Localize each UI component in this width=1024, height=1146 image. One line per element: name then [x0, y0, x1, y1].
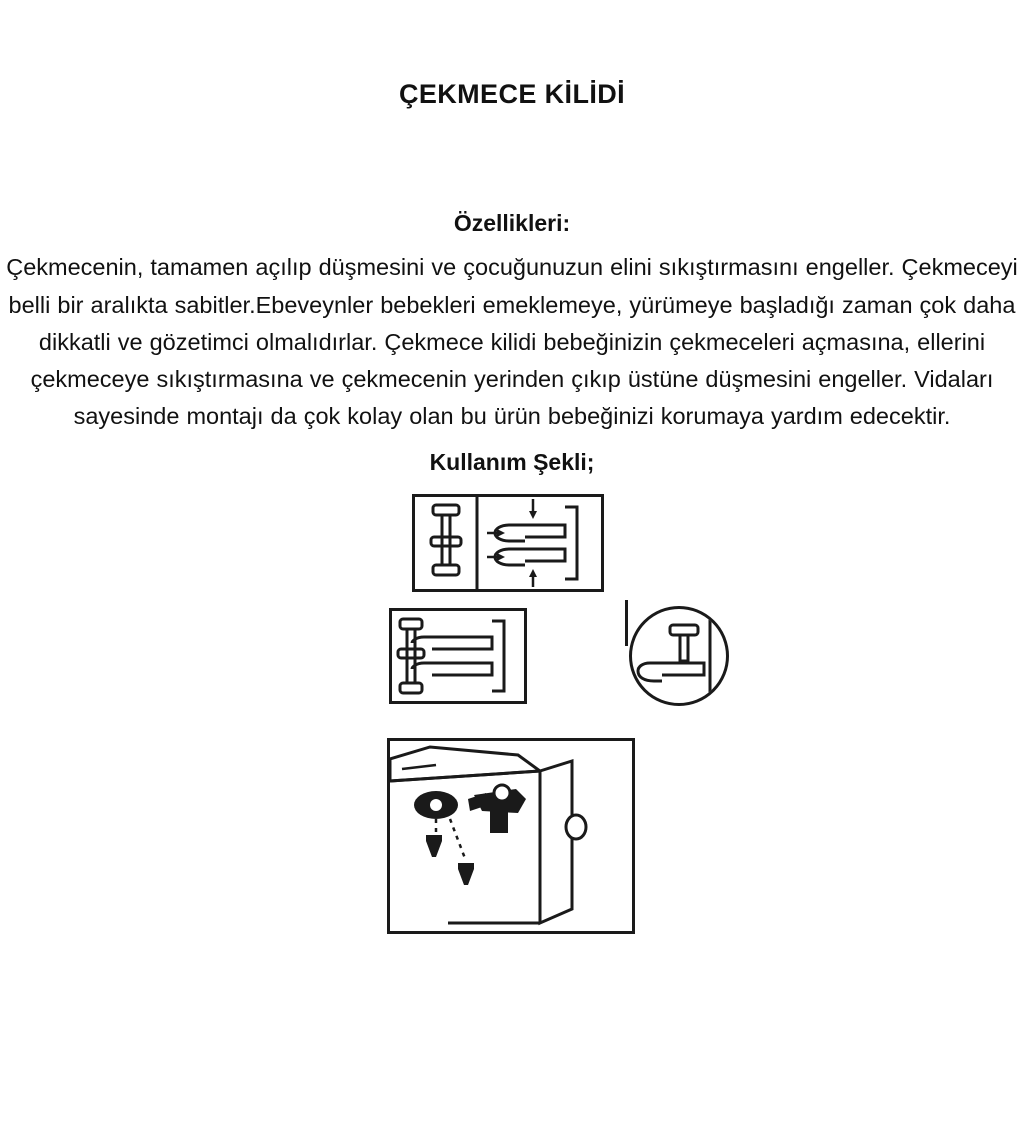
- figure-1-lock-insert-diagram: [412, 494, 604, 592]
- callout-svg: [632, 609, 728, 705]
- figure-2-lock-engaged-diagram: [389, 608, 527, 704]
- figure-2-callout-detail: [629, 606, 729, 706]
- document-page: [0, 78, 1024, 1146]
- usage-heading: Kullanım Şekli;: [429, 449, 595, 476]
- figure-1-svg: [415, 497, 601, 589]
- features-paragraph: Çekmecenin, tamamen açılıp düşmesini ve çocuğunuzun elini sıkıştırmasını engeller. Çekmeceyi belli bir aralıkta sabitler.Ebeveynler bebekleri emeklemeye, yürümeye başladığı zaman çok daha dikkatli ve gözetimci olmalıdırlar. Çekmece kilidi bebeğinizin çekmeceleri açmasına, ellerini çekmeceye sıkıştırmasına ve çekmecenin yerinden çıkıp üstüne düşmesini engeller. Vidaları sayesinde montajı da çok kolay olan bu ürün bebeğinizi korumaya yardım edecektir.: [6, 254, 1018, 429]
- figures-container: [0, 494, 1024, 934]
- figure-2-svg: [392, 611, 524, 701]
- features-heading: Özellikleri:: [453, 210, 571, 237]
- figure-2-wrap: [497, 592, 527, 704]
- figure-3-drawer-installation-diagram: [387, 738, 635, 934]
- callout-connector-line: [625, 600, 628, 646]
- figure-3-svg: [390, 741, 632, 931]
- page-title: ÇEKMECE KİLİDİ: [398, 79, 626, 109]
